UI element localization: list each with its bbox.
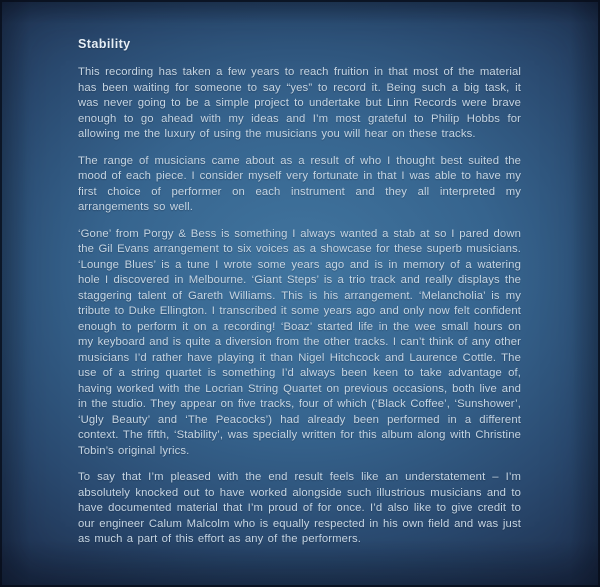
liner-notes-paragraph: ‘Gone’ from Porgy & Bess is something I always wanted a stab at so I pared down the Gil Evans arrangement to six voices as a showcase for these superb musicians. ‘Lounge Blues’ is a tune I wrote some years ago and is in memory of a watering hole I discovered in Melbourne. ‘Giant Steps’ is a trio track and really displays the staggering talent of Gareth Williams. This is his arrangement. ‘Melancholia’ is my tribute to Duke Ellington. I transcribed it some years ago and only now felt confident enough to perform it on a recording! ‘Boaz’ started life in the wee small hours on my keyboard and is quite a diversion from the other tracks. I can’t think of any other musicians I’d rather have playing it than Nigel Hitchcock and Laurence Cottle. The use of a string quartet is something I’d always been keen to take advantage of, having worked with the Locrian String Quartet on previous occasions, both live and in the studio. They appear on five tracks, four of which (‘Black Coffee’, ‘Sunshower’, ‘Ugly Beauty’ and ‘The Peacocks’) had already been performed in a different context. The fifth, ‘Stability’, was specially written for this album along with Christine Tobin’s original lyrics.	[78, 227, 521, 457]
liner-notes-paragraph: The range of musicians came about as a result of who I thought best suited the mood of each piece. I consider myself very fortunate in that I was able to have my first choice of performer on each instrument and they all interpreted my arrangements so well.	[78, 154, 521, 213]
page-title: Stability	[78, 37, 131, 51]
liner-notes	[78, 37, 521, 548]
liner-notes-paragraph: This recording has taken a few years to reach fruition in that most of the material has been waiting for someone to say “yes” to record it. Being such a big task, it was never going to be a simple project to undertake but Linn Records were brave enough to go ahead with my ideas and I’m most grateful to Philip Hobbs for allowing me the luxury of using the musicians you will hear on these tracks.	[78, 66, 521, 140]
liner-notes-paragraph: To say that I’m pleased with the end result feels like an understatement – I’m absolutely knocked out to have worked alongside such illustrious musicians and to have documented material that I’m proud of for once. I’d also like to give credit to our engineer Calum Malcolm who is equally respected in his own field and was just as much a part of this effort as any of the performers.	[78, 471, 521, 545]
